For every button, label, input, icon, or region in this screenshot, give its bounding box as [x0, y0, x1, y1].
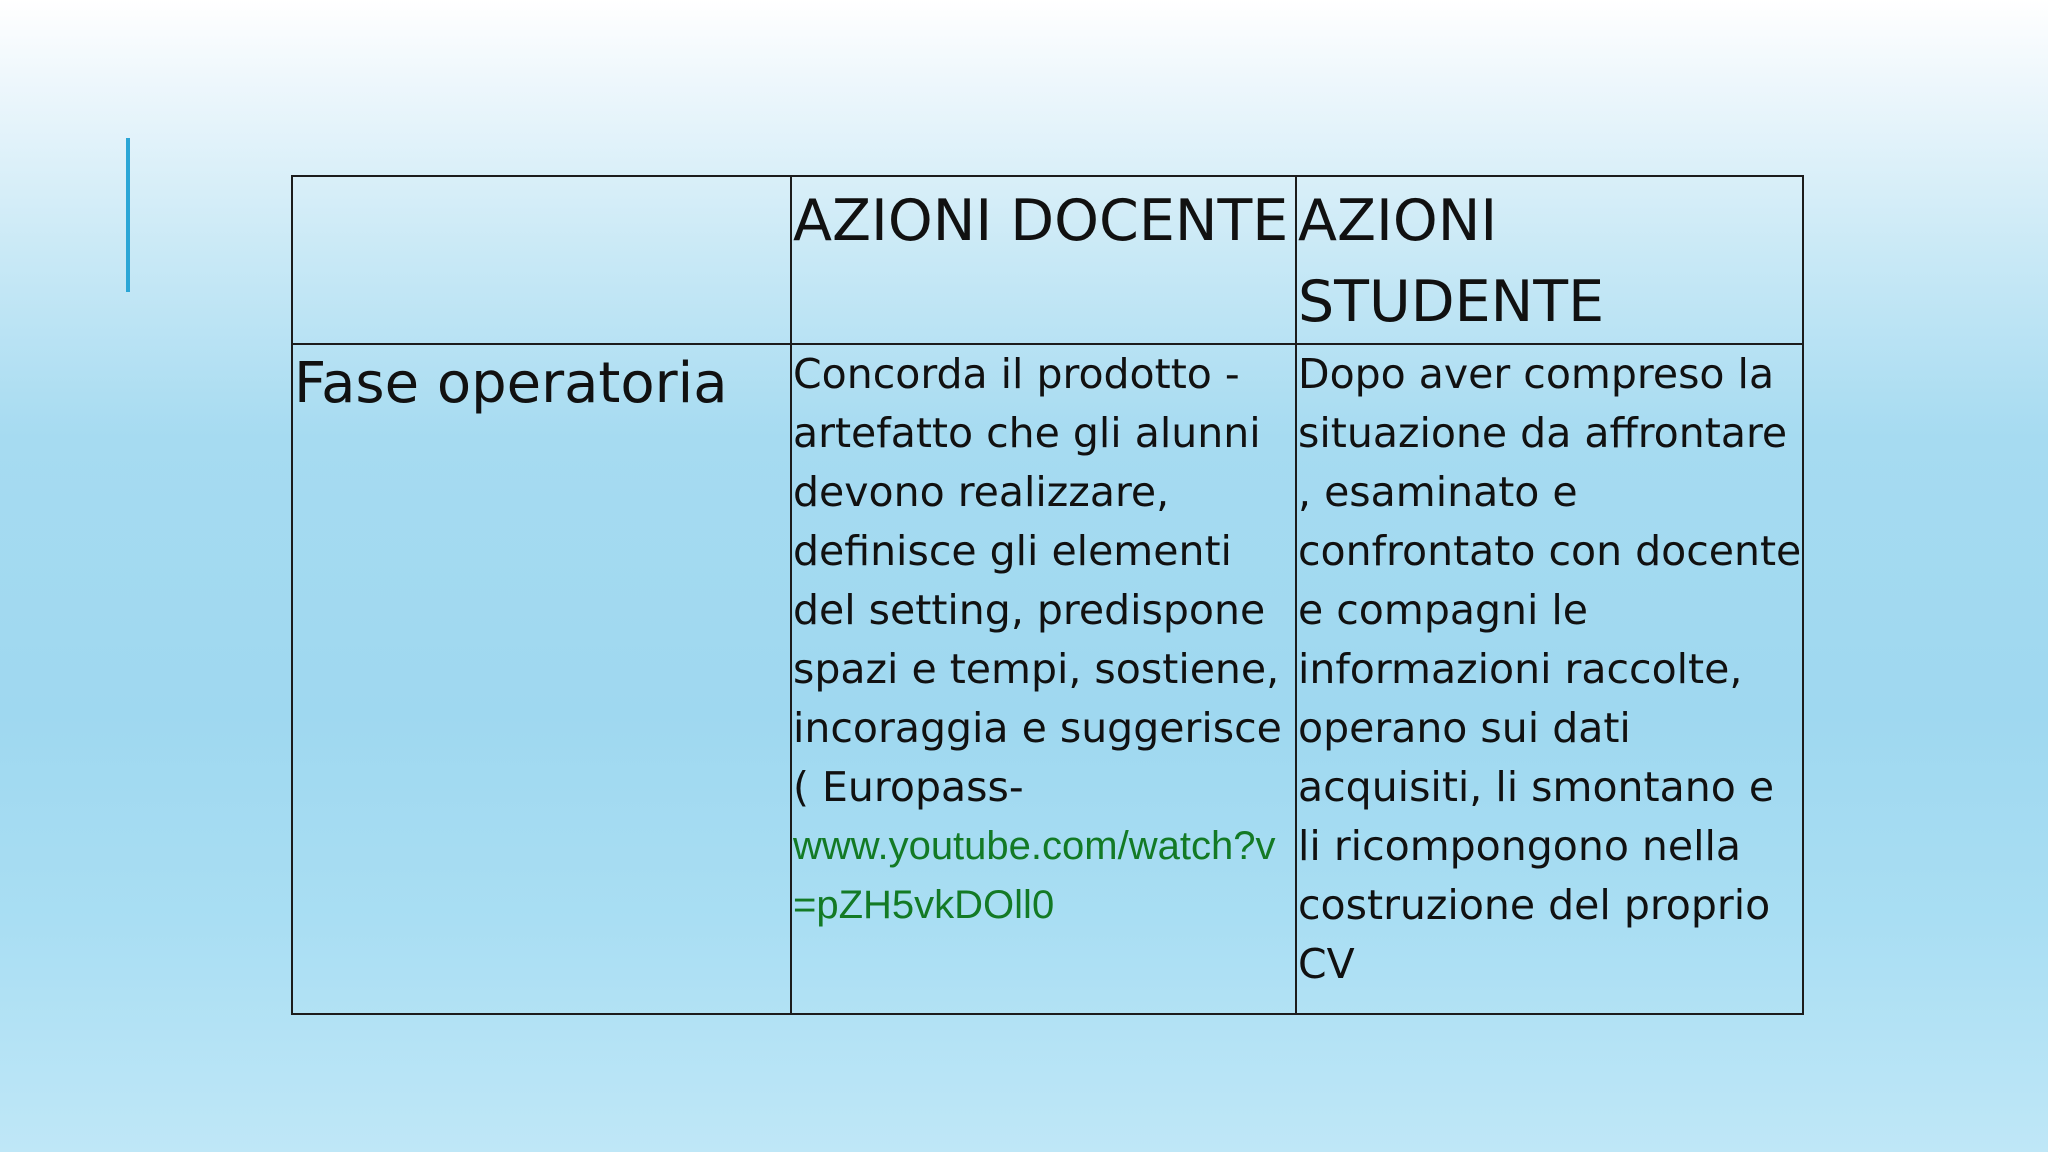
phase-cell [292, 344, 791, 1014]
slide-accent-bar [126, 138, 130, 292]
table-header-row [292, 176, 1803, 344]
teacher-actions-cell [791, 344, 1296, 1014]
header-student-label: AZIONI STUDENTE [1298, 188, 1605, 335]
header-cell-teacher [791, 176, 1296, 344]
header-cell-student [1296, 176, 1803, 344]
header-teacher-label: AZIONI DOCENTE [793, 188, 1289, 254]
content-table [291, 175, 1804, 1015]
phase-label: Fase operatoria [294, 351, 728, 416]
teacher-actions-text: Concorda il prodotto - artefatto che gli alunni devono realizzare, definisce gli elementi del setting, predispone spazi e tempi, sostiene, incoraggia e suggerisce ( Europass- [793, 350, 1282, 811]
europass-video-link[interactable]: www.youtube.com/watch?v=pZH5vkDOll0 [793, 824, 1276, 927]
header-cell-empty [292, 176, 791, 344]
student-actions-cell [1296, 344, 1803, 1014]
student-actions-text: Dopo aver compreso la situazione da affrontare , esaminato e confrontato con docente e compagni le informazioni raccolte, operano sui dati acquisiti, li smontano e li ricompongono nella costruzione del proprio CV [1298, 350, 1802, 988]
table-row [292, 344, 1803, 1014]
